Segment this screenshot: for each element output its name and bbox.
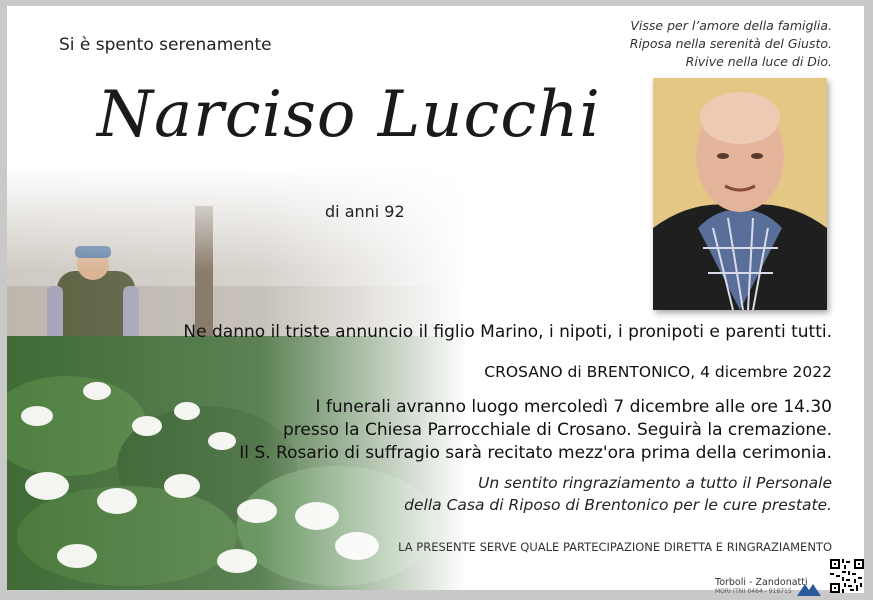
company-name: Torboli - Zandonatti: [715, 577, 808, 588]
quote-line: Visse per l’amore della famiglia.: [630, 18, 832, 33]
announcement-text: Ne danno il triste annuncio il figlio Marino, i nipoti, i pronipoti e parenti tutti.: [183, 322, 832, 342]
funeral-line: I funerali avranno luogo mercoledì 7 dicembre alle ore 14.30: [315, 397, 832, 417]
quote-line: Riposa nella serenità del Giusto.: [629, 36, 832, 51]
place-date: CROSANO di BRENTONICO, 4 dicembre 2022: [484, 363, 832, 381]
qr-code-icon[interactable]: [830, 559, 864, 593]
obituary-card: [7, 6, 864, 590]
thanks-text: [404, 472, 832, 516]
participation-notice: LA PRESENTE SERVE QUALE PARTECIPAZIONE DIRETTA E RINGRAZIAMENTO: [398, 540, 832, 554]
deceased-age: di anni 92: [325, 202, 405, 221]
deceased-name: Narciso Lucchi: [97, 78, 601, 152]
quote-block: [572, 17, 832, 71]
thanks-line: Un sentito ringraziamento a tutto il Personale: [478, 474, 832, 492]
opening-line: Si è spento serenamente: [59, 35, 272, 55]
funeral-details: [239, 396, 832, 465]
company-logo-icon: [797, 581, 821, 593]
thanks-line: della Casa di Riposo di Brentonico per le cure prestate.: [404, 496, 832, 514]
quote-line: Rivive nella luce di Dio.: [685, 54, 832, 69]
portrait-photo: [653, 78, 827, 310]
company-sub: MORI (TN) 0464 - 918715: [715, 588, 792, 595]
funeral-line: presso la Chiesa Parrocchiale di Crosano. Seguirà la cremazione.: [283, 420, 832, 440]
funeral-line: Il S. Rosario di suffragio sarà recitato mezz'ora prima della cerimonia.: [239, 443, 832, 463]
company-footer: [715, 577, 808, 595]
garden-photo: [7, 166, 467, 590]
